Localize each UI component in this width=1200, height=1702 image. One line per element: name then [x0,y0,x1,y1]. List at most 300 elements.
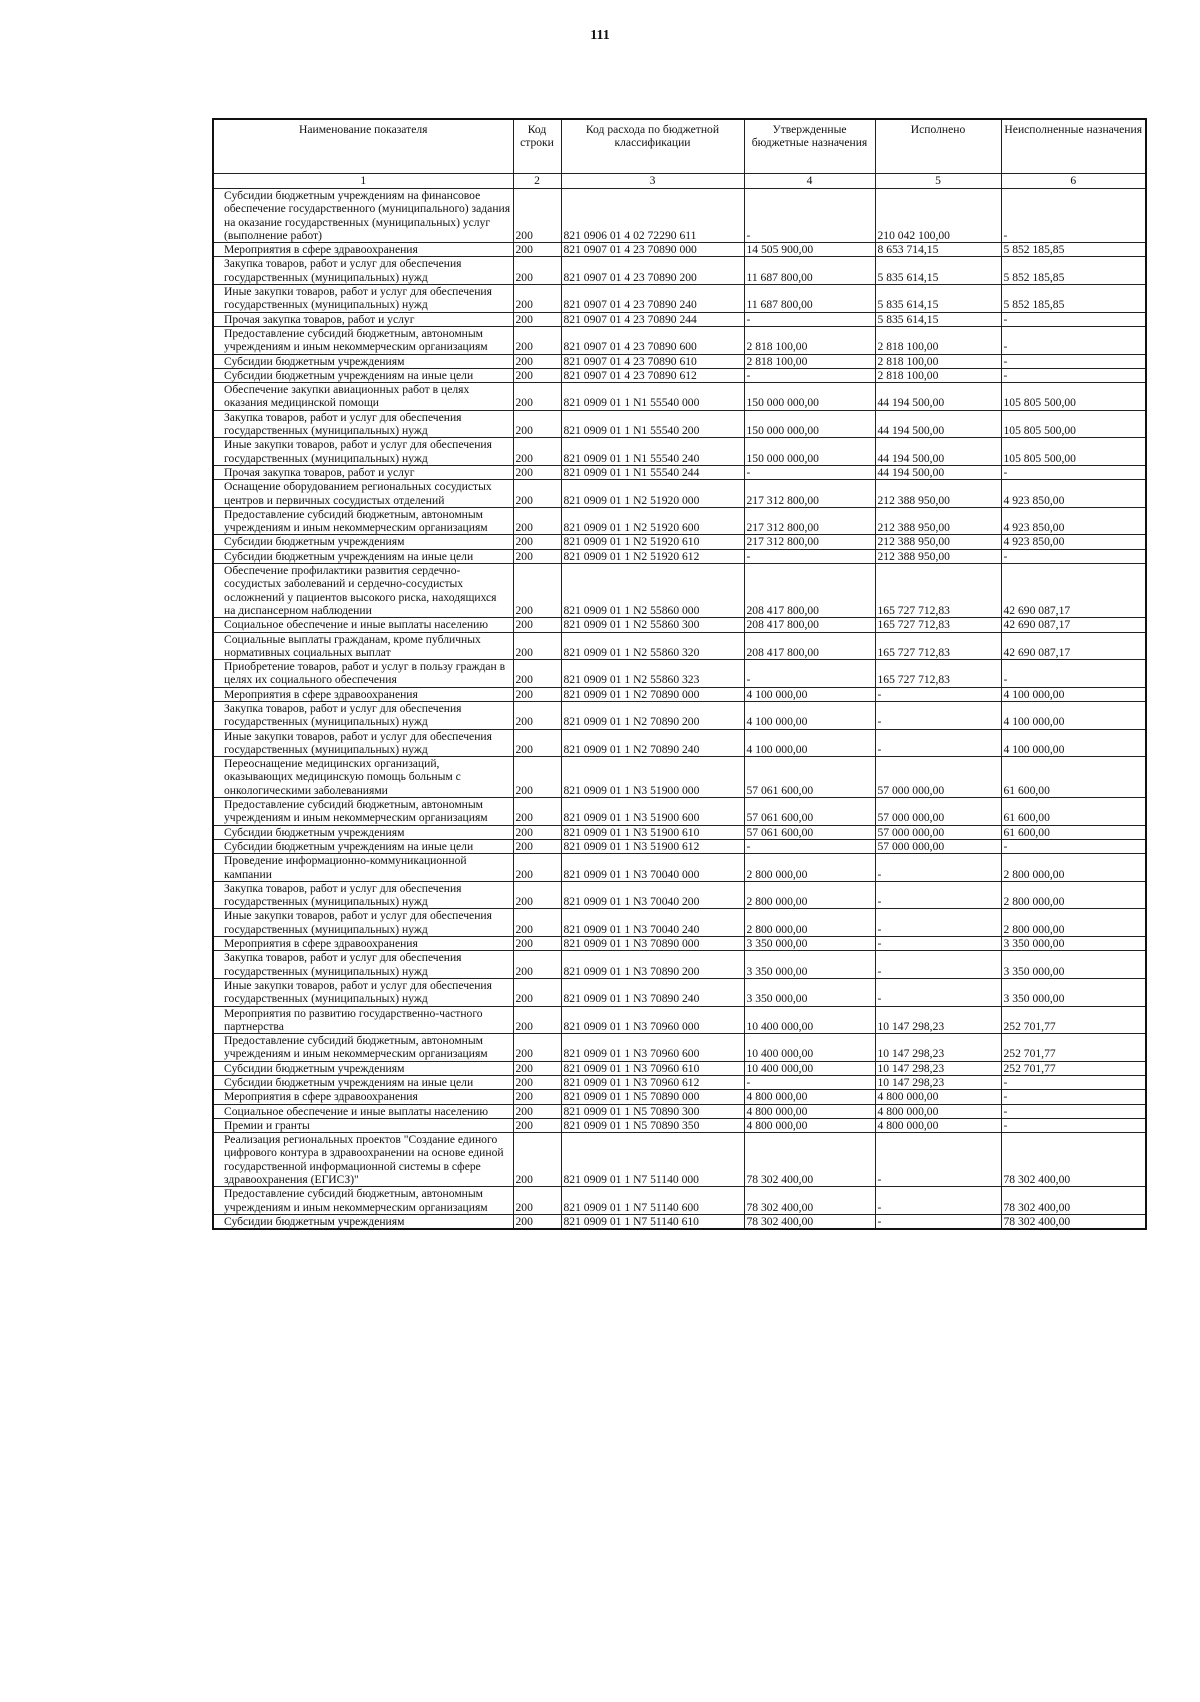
indicator-name-cell: Обеспечение закупки авиационных работ в целях оказания медицинской помощи [213,383,513,411]
unexecuted-amount-cell: 61 600,00 [1001,825,1146,839]
approved-amount-cell: 78 302 400,00 [744,1214,875,1229]
indicator-name-cell: Реализация региональных проектов "Создание единого цифрового контура в здравоохранении на основе единой государственной информационной системы в сфере здравоохранения (ЕГИСЗ)" [213,1133,513,1187]
executed-amount-cell: 210 042 100,00 [875,189,1001,243]
table-row [213,1133,1146,1187]
table-row [213,825,1146,839]
table-row [213,632,1146,660]
line-code-cell: 200 [513,1061,561,1075]
approved-amount-cell: 4 100 000,00 [744,729,875,757]
budget-code-cell: 821 0907 01 4 23 70890 240 [561,285,744,313]
unexecuted-amount-cell: 3 350 000,00 [1001,978,1146,1006]
executed-amount-cell: 2 818 100,00 [875,354,1001,368]
executed-amount-cell: 2 818 100,00 [875,326,1001,354]
indicator-name-cell: Иные закупки товаров, работ и услуг для обеспечения государственных (муниципальных) нужд [213,285,513,313]
indicator-name-cell: Иные закупки товаров, работ и услуг для обеспечения государственных (муниципальных) нужд [213,438,513,466]
line-code-cell: 200 [513,312,561,326]
table-row [213,757,1146,798]
approved-amount-cell: - [744,660,875,688]
budget-code-cell: 821 0909 01 1 N2 51920 612 [561,549,744,563]
unexecuted-amount-cell: 3 350 000,00 [1001,937,1146,951]
unexecuted-amount-cell: 42 690 087,17 [1001,564,1146,618]
executed-amount-cell: 57 000 000,00 [875,839,1001,853]
indicator-name-cell: Закупка товаров, работ и услуг для обеспечения государственных (муниципальных) нужд [213,951,513,979]
budget-code-cell: 821 0909 01 1 N3 70890 240 [561,978,744,1006]
indicator-name-cell: Мероприятия в сфере здравоохранения [213,1090,513,1104]
indicator-name-cell: Предоставление субсидий бюджетным, автономным учреждениям и иным некоммерческим организациям [213,798,513,826]
unexecuted-amount-cell: 61 600,00 [1001,798,1146,826]
table-row [213,618,1146,632]
indicator-name-cell: Проведение информационно-коммуникационной кампании [213,854,513,882]
indicator-name-cell: Закупка товаров, работ и услуг для обеспечения государственных (муниципальных) нужд [213,701,513,729]
unexecuted-amount-cell: - [1001,660,1146,688]
line-code-cell: 200 [513,632,561,660]
approved-amount-cell: 11 687 800,00 [744,285,875,313]
table-row [213,701,1146,729]
unexecuted-amount-cell: - [1001,326,1146,354]
table-row [213,285,1146,313]
approved-amount-cell: 217 312 800,00 [744,480,875,508]
table-row [213,1090,1146,1104]
indicator-name-cell: Иные закупки товаров, работ и услуг для обеспечения государственных (муниципальных) нужд [213,978,513,1006]
unexecuted-amount-cell: 4 923 850,00 [1001,507,1146,535]
unexecuted-amount-cell: 4 923 850,00 [1001,535,1146,549]
approved-amount-cell: 57 061 600,00 [744,798,875,826]
table-row [213,1076,1146,1090]
line-code-cell: 200 [513,1104,561,1118]
indicator-name-cell: Мероприятия по развитию государственно-частного партнерства [213,1006,513,1034]
indicator-name-cell: Иные закупки товаров, работ и услуг для обеспечения государственных (муниципальных) нужд [213,729,513,757]
budget-code-cell: 821 0909 01 1 N3 70890 200 [561,951,744,979]
unexecuted-amount-cell: - [1001,549,1146,563]
approved-amount-cell: 3 350 000,00 [744,937,875,951]
budget-code-cell: 821 0909 01 1 N3 70040 240 [561,909,744,937]
budget-code-cell: 821 0909 01 1 N2 70890 200 [561,701,744,729]
header-executed: Исполнено [875,119,1001,174]
table-row [213,354,1146,368]
column-number: 3 [561,174,744,189]
table-row [213,937,1146,951]
executed-amount-cell: 57 000 000,00 [875,798,1001,826]
executed-amount-cell: - [875,701,1001,729]
unexecuted-amount-cell: 105 805 500,00 [1001,383,1146,411]
indicator-name-cell: Премии и гранты [213,1118,513,1132]
line-code-cell: 200 [513,660,561,688]
line-code-cell: 200 [513,438,561,466]
budget-code-cell: 821 0909 01 1 N1 55540 240 [561,438,744,466]
approved-amount-cell: 57 061 600,00 [744,825,875,839]
indicator-name-cell: Закупка товаров, работ и услуг для обеспечения государственных (муниципальных) нужд [213,257,513,285]
table-row [213,1061,1146,1075]
executed-amount-cell: 44 194 500,00 [875,410,1001,438]
unexecuted-amount-cell: 78 302 400,00 [1001,1187,1146,1215]
indicator-name-cell: Прочая закупка товаров, работ и услуг [213,465,513,479]
approved-amount-cell: 208 417 800,00 [744,632,875,660]
executed-amount-cell: 165 727 712,83 [875,660,1001,688]
table-row [213,839,1146,853]
unexecuted-amount-cell: - [1001,368,1146,382]
approved-amount-cell: 10 400 000,00 [744,1034,875,1062]
budget-code-cell: 821 0909 01 1 N5 70890 300 [561,1104,744,1118]
line-code-cell: 200 [513,1133,561,1187]
line-code-cell: 200 [513,535,561,549]
table-row [213,564,1146,618]
table-row [213,480,1146,508]
budget-code-cell: 821 0909 01 1 N2 51920 610 [561,535,744,549]
budget-code-cell: 821 0907 01 4 23 70890 000 [561,243,744,257]
executed-amount-cell: 212 388 950,00 [875,535,1001,549]
indicator-name-cell: Предоставление субсидий бюджетным, автономным учреждениям и иным некоммерческим организациям [213,326,513,354]
column-number: 6 [1001,174,1146,189]
executed-amount-cell: 10 147 298,23 [875,1034,1001,1062]
table-row [213,1118,1146,1132]
executed-amount-cell: - [875,729,1001,757]
indicator-name-cell: Субсидии бюджетным учреждениям [213,354,513,368]
indicator-name-cell: Субсидии бюджетным учреждениям [213,1061,513,1075]
unexecuted-amount-cell: - [1001,465,1146,479]
budget-code-cell: 821 0909 01 1 N3 70040 200 [561,881,744,909]
unexecuted-amount-cell: - [1001,312,1146,326]
indicator-name-cell: Субсидии бюджетным учреждениям на иные цели [213,839,513,853]
budget-code-cell: 821 0909 01 1 N2 55860 000 [561,564,744,618]
executed-amount-cell: 165 727 712,83 [875,618,1001,632]
indicator-name-cell: Прочая закупка товаров, работ и услуг [213,312,513,326]
indicator-name-cell: Предоставление субсидий бюджетным, автономным учреждениям и иным некоммерческим организациям [213,1034,513,1062]
unexecuted-amount-cell: - [1001,1104,1146,1118]
table-row [213,909,1146,937]
budget-code-cell: 821 0909 01 1 N3 51900 600 [561,798,744,826]
unexecuted-amount-cell: - [1001,1090,1146,1104]
unexecuted-amount-cell: 105 805 500,00 [1001,410,1146,438]
approved-amount-cell: 2 818 100,00 [744,326,875,354]
unexecuted-amount-cell: 78 302 400,00 [1001,1214,1146,1229]
header-budget-code: Код расхода по бюджетной классификации [561,119,744,174]
table-row [213,368,1146,382]
line-code-cell: 200 [513,1118,561,1132]
unexecuted-amount-cell: 61 600,00 [1001,757,1146,798]
approved-amount-cell: 4 800 000,00 [744,1104,875,1118]
executed-amount-cell: 165 727 712,83 [875,632,1001,660]
approved-amount-cell: - [744,839,875,853]
budget-code-cell: 821 0909 01 1 N2 55860 320 [561,632,744,660]
line-code-cell: 200 [513,189,561,243]
budget-code-cell: 821 0907 01 4 23 70890 244 [561,312,744,326]
approved-amount-cell: - [744,465,875,479]
budget-code-cell: 821 0909 01 1 N3 51900 000 [561,757,744,798]
line-code-cell: 200 [513,1090,561,1104]
table-row [213,1214,1146,1229]
table-header-row [213,119,1146,174]
approved-amount-cell: 2 800 000,00 [744,881,875,909]
line-code-cell: 200 [513,909,561,937]
budget-code-cell: 821 0909 01 1 N2 51920 600 [561,507,744,535]
approved-amount-cell: 11 687 800,00 [744,257,875,285]
executed-amount-cell: - [875,687,1001,701]
table-row [213,978,1146,1006]
table-row [213,189,1146,243]
line-code-cell: 200 [513,825,561,839]
table-row [213,312,1146,326]
line-code-cell: 200 [513,854,561,882]
table-row [213,465,1146,479]
budget-code-cell: 821 0909 01 1 N2 51920 000 [561,480,744,508]
approved-amount-cell: 4 800 000,00 [744,1118,875,1132]
unexecuted-amount-cell: 4 923 850,00 [1001,480,1146,508]
executed-amount-cell: - [875,854,1001,882]
unexecuted-amount-cell: - [1001,839,1146,853]
table-row [213,257,1146,285]
unexecuted-amount-cell: 5 852 185,85 [1001,257,1146,285]
executed-amount-cell: 10 147 298,23 [875,1076,1001,1090]
unexecuted-amount-cell: 3 350 000,00 [1001,951,1146,979]
executed-amount-cell: 4 800 000,00 [875,1090,1001,1104]
budget-code-cell: 821 0906 01 4 02 72290 611 [561,189,744,243]
page-number: 111 [590,28,610,43]
line-code-cell: 200 [513,978,561,1006]
approved-amount-cell: 3 350 000,00 [744,951,875,979]
table-row [213,881,1146,909]
unexecuted-amount-cell: 105 805 500,00 [1001,438,1146,466]
table-row [213,438,1146,466]
line-code-cell: 200 [513,729,561,757]
column-number: 5 [875,174,1001,189]
line-code-cell: 200 [513,507,561,535]
indicator-name-cell: Субсидии бюджетным учреждениям [213,825,513,839]
unexecuted-amount-cell: 252 701,77 [1001,1034,1146,1062]
unexecuted-amount-cell: 42 690 087,17 [1001,618,1146,632]
header-indicator-name: Наименование показателя [213,119,513,174]
column-number: 4 [744,174,875,189]
executed-amount-cell: 4 800 000,00 [875,1104,1001,1118]
approved-amount-cell: 10 400 000,00 [744,1061,875,1075]
indicator-name-cell: Социальное обеспечение и иные выплаты населению [213,1104,513,1118]
approved-amount-cell: - [744,549,875,563]
budget-code-cell: 821 0909 01 1 N3 70040 000 [561,854,744,882]
executed-amount-cell: - [875,937,1001,951]
unexecuted-amount-cell: 42 690 087,17 [1001,632,1146,660]
budget-code-cell: 821 0907 01 4 23 70890 600 [561,326,744,354]
unexecuted-amount-cell: 4 100 000,00 [1001,729,1146,757]
line-code-cell: 200 [513,410,561,438]
budget-code-cell: 821 0909 01 1 N3 70960 610 [561,1061,744,1075]
budget-code-cell: 821 0909 01 1 N2 70890 000 [561,687,744,701]
table-row [213,383,1146,411]
line-code-cell: 200 [513,701,561,729]
budget-code-cell: 821 0907 01 4 23 70890 200 [561,257,744,285]
executed-amount-cell: - [875,881,1001,909]
indicator-name-cell: Обеспечение профилактики развития сердечно-сосудистых заболеваний и сердечно-сосудистых осложнений у пациентов высокого риска, находящихся на диспансерном наблюдении [213,564,513,618]
unexecuted-amount-cell: - [1001,189,1146,243]
unexecuted-amount-cell: 2 800 000,00 [1001,909,1146,937]
executed-amount-cell: 2 818 100,00 [875,368,1001,382]
column-number: 1 [213,174,513,189]
indicator-name-cell: Закупка товаров, работ и услуг для обеспечения государственных (муниципальных) нужд [213,410,513,438]
budget-code-cell: 821 0909 01 1 N7 51140 610 [561,1214,744,1229]
line-code-cell: 200 [513,1214,561,1229]
budget-code-cell: 821 0909 01 1 N3 70960 000 [561,1006,744,1034]
indicator-name-cell: Социальные выплаты гражданам, кроме публичных нормативных социальных выплат [213,632,513,660]
column-number: 2 [513,174,561,189]
approved-amount-cell: - [744,312,875,326]
executed-amount-cell: 44 194 500,00 [875,465,1001,479]
executed-amount-cell: 212 388 950,00 [875,480,1001,508]
indicator-name-cell: Приобретение товаров, работ и услуг в пользу граждан в целях их социального обеспечения [213,660,513,688]
unexecuted-amount-cell: 4 100 000,00 [1001,687,1146,701]
header-line-code: Код строки [513,119,561,174]
line-code-cell: 200 [513,243,561,257]
header-approved: Утвержденные бюджетные назначения [744,119,875,174]
line-code-cell: 200 [513,354,561,368]
executed-amount-cell: 57 000 000,00 [875,825,1001,839]
budget-code-cell: 821 0909 01 1 N3 51900 612 [561,839,744,853]
executed-amount-cell: 5 835 614,15 [875,285,1001,313]
table-row [213,1034,1146,1062]
table-row [213,1104,1146,1118]
executed-amount-cell: - [875,1187,1001,1215]
executed-amount-cell: 4 800 000,00 [875,1118,1001,1132]
budget-code-cell: 821 0909 01 1 N3 70960 612 [561,1076,744,1090]
line-code-cell: 200 [513,618,561,632]
line-code-cell: 200 [513,549,561,563]
budget-code-cell: 821 0909 01 1 N1 55540 244 [561,465,744,479]
indicator-name-cell: Субсидии бюджетным учреждениям на иные цели [213,1076,513,1090]
indicator-name-cell: Субсидии бюджетным учреждениям на иные цели [213,368,513,382]
unexecuted-amount-cell: - [1001,354,1146,368]
line-code-cell: 200 [513,465,561,479]
indicator-name-cell: Мероприятия в сфере здравоохранения [213,687,513,701]
approved-amount-cell: 2 800 000,00 [744,854,875,882]
approved-amount-cell: 78 302 400,00 [744,1187,875,1215]
approved-amount-cell: 217 312 800,00 [744,535,875,549]
indicator-name-cell: Субсидии бюджетным учреждениям на финансовое обеспечение государственного (муниципального) задания на оказание государственных (муниципальных) услуг (выполнение работ) [213,189,513,243]
budget-code-cell: 821 0909 01 1 N5 70890 000 [561,1090,744,1104]
budget-code-cell: 821 0909 01 1 N1 55540 200 [561,410,744,438]
indicator-name-cell: Мероприятия в сфере здравоохранения [213,243,513,257]
indicator-name-cell: Закупка товаров, работ и услуг для обеспечения государственных (муниципальных) нужд [213,881,513,909]
approved-amount-cell: 14 505 900,00 [744,243,875,257]
budget-execution-table [212,118,1147,1230]
line-code-cell: 200 [513,757,561,798]
executed-amount-cell: 8 653 714,15 [875,243,1001,257]
indicator-name-cell: Мероприятия в сфере здравоохранения [213,937,513,951]
indicator-name-cell: Субсидии бюджетным учреждениям [213,1214,513,1229]
executed-amount-cell: 10 147 298,23 [875,1061,1001,1075]
executed-amount-cell: 44 194 500,00 [875,438,1001,466]
table-row [213,410,1146,438]
budget-code-cell: 821 0907 01 4 23 70890 612 [561,368,744,382]
approved-amount-cell: 4 100 000,00 [744,701,875,729]
line-code-cell: 200 [513,687,561,701]
indicator-name-cell: Оснащение оборудованием региональных сосудистых центров и первичных сосудистых отделений [213,480,513,508]
indicator-name-cell: Социальное обеспечение и иные выплаты населению [213,618,513,632]
approved-amount-cell: 150 000 000,00 [744,410,875,438]
table-row [213,243,1146,257]
table-row [213,660,1146,688]
line-code-cell: 200 [513,798,561,826]
approved-amount-cell: 10 400 000,00 [744,1006,875,1034]
line-code-cell: 200 [513,368,561,382]
line-code-cell: 200 [513,326,561,354]
approved-amount-cell: 150 000 000,00 [744,383,875,411]
table-row [213,729,1146,757]
line-code-cell: 200 [513,1076,561,1090]
budget-code-cell: 821 0909 01 1 N5 70890 350 [561,1118,744,1132]
table-row [213,1187,1146,1215]
approved-amount-cell: 4 100 000,00 [744,687,875,701]
indicator-name-cell: Переоснащение медицинских организаций, оказывающих медицинскую помощь больным с онкологическими заболеваниями [213,757,513,798]
line-code-cell: 200 [513,480,561,508]
unexecuted-amount-cell: 4 100 000,00 [1001,701,1146,729]
table-row [213,798,1146,826]
table-row [213,549,1146,563]
budget-code-cell: 821 0909 01 1 N3 70890 000 [561,937,744,951]
line-code-cell: 200 [513,1187,561,1215]
table-body [213,189,1146,1230]
approved-amount-cell: 2 800 000,00 [744,909,875,937]
executed-amount-cell: 10 147 298,23 [875,1006,1001,1034]
budget-code-cell: 821 0909 01 1 N3 51900 610 [561,825,744,839]
indicator-name-cell: Предоставление субсидий бюджетным, автономным учреждениям и иным некоммерческим организациям [213,1187,513,1215]
executed-amount-cell: - [875,1214,1001,1229]
budget-code-cell: 821 0909 01 1 N7 51140 600 [561,1187,744,1215]
line-code-cell: 200 [513,881,561,909]
budget-code-cell: 821 0909 01 1 N2 55860 300 [561,618,744,632]
line-code-cell: 200 [513,1006,561,1034]
line-code-cell: 200 [513,257,561,285]
unexecuted-amount-cell: 252 701,77 [1001,1006,1146,1034]
budget-code-cell: 821 0909 01 1 N3 70960 600 [561,1034,744,1062]
approved-amount-cell: - [744,368,875,382]
executed-amount-cell: - [875,951,1001,979]
unexecuted-amount-cell: 252 701,77 [1001,1061,1146,1075]
approved-amount-cell: 3 350 000,00 [744,978,875,1006]
executed-amount-cell: - [875,1133,1001,1187]
approved-amount-cell: 2 818 100,00 [744,354,875,368]
line-code-cell: 200 [513,937,561,951]
budget-code-cell: 821 0909 01 1 N1 55540 000 [561,383,744,411]
table-row [213,507,1146,535]
unexecuted-amount-cell: - [1001,1076,1146,1090]
approved-amount-cell: 150 000 000,00 [744,438,875,466]
executed-amount-cell: 165 727 712,83 [875,564,1001,618]
unexecuted-amount-cell: 78 302 400,00 [1001,1133,1146,1187]
approved-amount-cell: 4 800 000,00 [744,1090,875,1104]
approved-amount-cell: 78 302 400,00 [744,1133,875,1187]
budget-code-cell: 821 0909 01 1 N2 55860 323 [561,660,744,688]
line-code-cell: 200 [513,564,561,618]
indicator-name-cell: Субсидии бюджетным учреждениям на иные цели [213,549,513,563]
table-row [213,326,1146,354]
executed-amount-cell: 212 388 950,00 [875,507,1001,535]
header-unexecuted: Неисполненные назначения [1001,119,1146,174]
executed-amount-cell: 5 835 614,15 [875,257,1001,285]
table-row [213,854,1146,882]
budget-code-cell: 821 0909 01 1 N2 70890 240 [561,729,744,757]
line-code-cell: 200 [513,839,561,853]
executed-amount-cell: 44 194 500,00 [875,383,1001,411]
unexecuted-amount-cell: 5 852 185,85 [1001,243,1146,257]
budget-code-cell: 821 0907 01 4 23 70890 610 [561,354,744,368]
indicator-name-cell: Субсидии бюджетным учреждениям [213,535,513,549]
unexecuted-amount-cell: 5 852 185,85 [1001,285,1146,313]
executed-amount-cell: 57 000 000,00 [875,757,1001,798]
approved-amount-cell: 208 417 800,00 [744,564,875,618]
executed-amount-cell: - [875,978,1001,1006]
table-row [213,687,1146,701]
approved-amount-cell: 57 061 600,00 [744,757,875,798]
executed-amount-cell: - [875,909,1001,937]
executed-amount-cell: 5 835 614,15 [875,312,1001,326]
unexecuted-amount-cell: 2 800 000,00 [1001,854,1146,882]
